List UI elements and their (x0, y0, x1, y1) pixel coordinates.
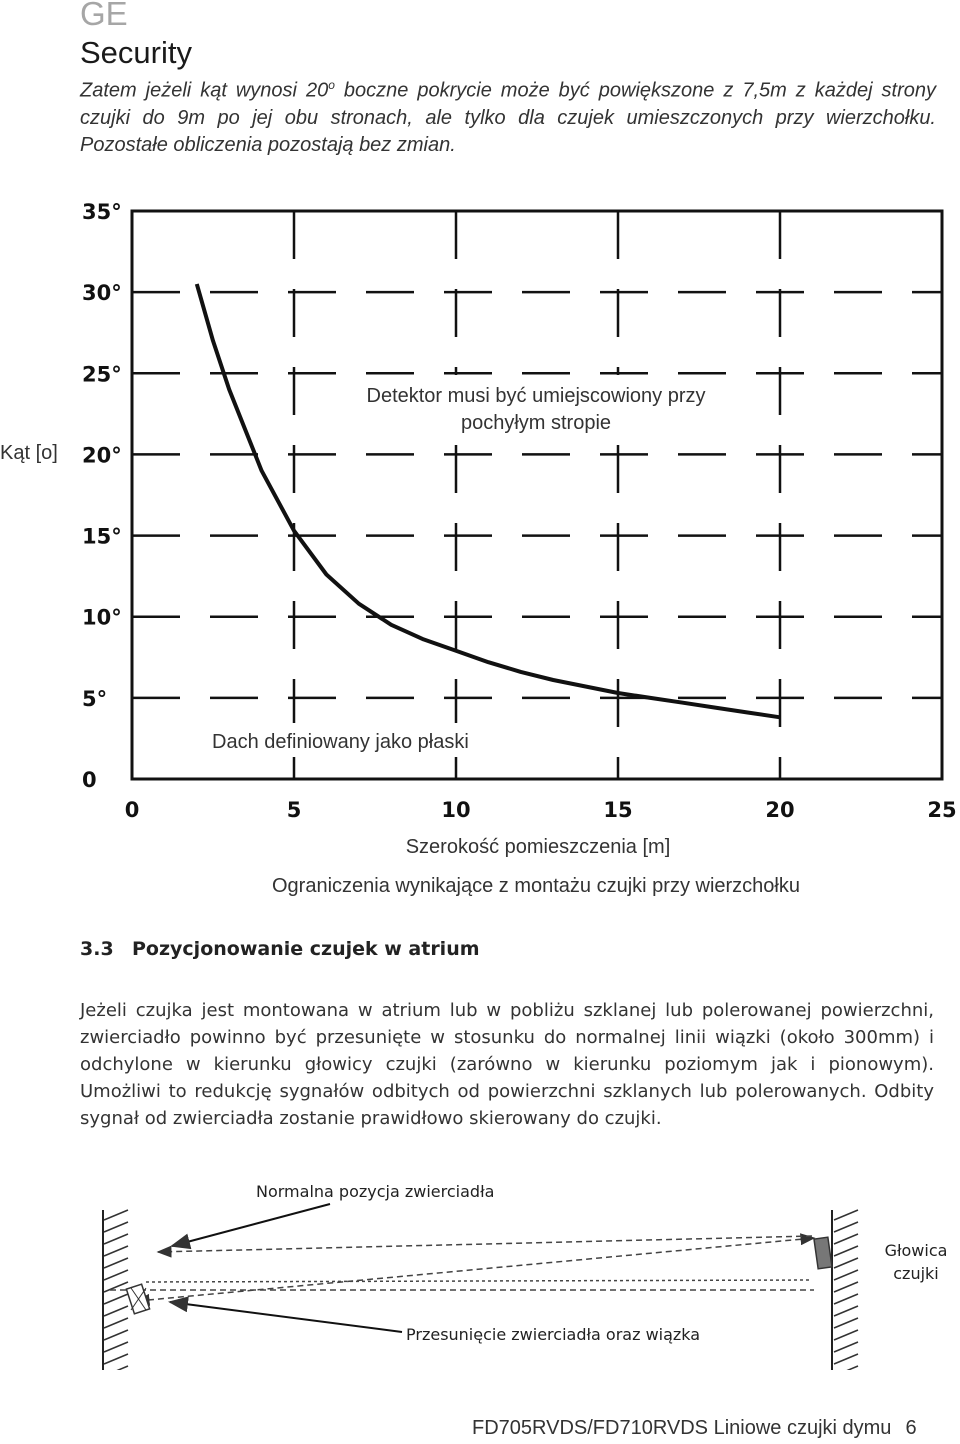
x-tick-label: 25 (927, 798, 957, 822)
detector-head-shape (814, 1237, 832, 1269)
chart-grid (132, 211, 942, 779)
angle-width-chart (0, 185, 960, 920)
x-tick-labels (125, 798, 957, 822)
section-title: Pozycjonowanie czujek w atrium (132, 938, 480, 960)
series-line (197, 284, 780, 717)
right-wall (834, 1210, 858, 1370)
chart-svg (0, 185, 960, 920)
section-number: 3.3 (80, 938, 114, 960)
footer-page-number: 6 (905, 1417, 917, 1439)
arrow-to-top-beam (172, 1204, 330, 1246)
y-tick-label: 20° (82, 443, 122, 468)
plot-frame (132, 211, 942, 779)
mirror-shape (126, 1284, 149, 1314)
label-head-line1: Głowica (884, 1241, 948, 1260)
page-footer (472, 1414, 917, 1442)
label-shifted-mirror: Przesunięcie zwierciadła oraz wiązka (406, 1325, 701, 1344)
y-tick-labels (82, 200, 122, 792)
footer-doc-title: FD705RVDS/FD710RVDS Liniowe czujki dymu (472, 1417, 892, 1439)
section-heading (80, 936, 480, 962)
mirror-diagram (0, 1170, 960, 1370)
annotation-upper-line1: Detektor musi być umiejscowiony przy (366, 385, 706, 407)
label-normal-position: Normalna pozycja zwierciadła (256, 1182, 495, 1201)
y-tick-label: 10° (82, 605, 122, 630)
y-tick-label: 0 (82, 768, 97, 792)
top-beam-line (158, 1236, 812, 1252)
intro-text-b: boczne pokrycie może być powiększone z 7,5m z każdej strony czujki do 9m po jej obu stronach, ale tylko dla czujek umieszczonych przy wierzchołku. Pozostałe obliczenia pozostają bez zmian. (80, 79, 936, 156)
y-axis-label: Kąt [o] (0, 442, 58, 464)
label-head-line2: czujki (893, 1264, 939, 1283)
x-tick-label: 10 (441, 798, 471, 822)
intro-paragraph (80, 72, 936, 159)
arrow-to-mirror (170, 1302, 402, 1332)
x-tick-label: 0 (124, 798, 140, 822)
x-tick-label: 20 (765, 798, 795, 822)
y-tick-label: 25° (82, 362, 122, 387)
intro-text-a: Zatem jeżeli kąt wynosi 20 (80, 79, 329, 102)
reflected-beam-line (146, 1280, 812, 1282)
brand-logo-ge: GE (80, 0, 128, 32)
y-tick-label: 35° (82, 200, 122, 224)
x-tick-label: 5 (286, 798, 302, 822)
annotation-upper-line2: pochyłym stropie (460, 412, 612, 434)
y-tick-label: 5° (82, 686, 108, 711)
brand-logo-security: Security (80, 35, 192, 70)
mirror-diagram-svg (0, 1170, 960, 1370)
x-tick-label: 15 (603, 798, 633, 822)
degree-superscript: o (328, 78, 335, 92)
y-tick-label: 15° (82, 524, 122, 549)
y-tick-label: 30° (82, 281, 122, 306)
annotation-lower: Dach definiowany jako płaski (212, 731, 469, 753)
x-axis-label: Szerokość pomieszczenia [m] (405, 836, 671, 858)
section-body: Jeżeli czujka jest montowana w atrium lub w pobliżu szklanej lub polerowanej powierzchni, zwierciadło powinno być przesunięte w stosunku do normalnej linii wiązki (około 300mm) i odchylone w kierunku głowicy czujki (zarówno w kierunku poziomym jak i pionowym). Umożliwi to redukcję sygnałów odbitych od powierzchni szklanych lub polerowanych. Odbity sygnał od zwierciadła zostanie prawidłowo skierowany do czujki. (80, 1000, 934, 1129)
chart-caption: Ograniczenia wynikające z montażu czujki przy wierzchołku (272, 875, 800, 897)
